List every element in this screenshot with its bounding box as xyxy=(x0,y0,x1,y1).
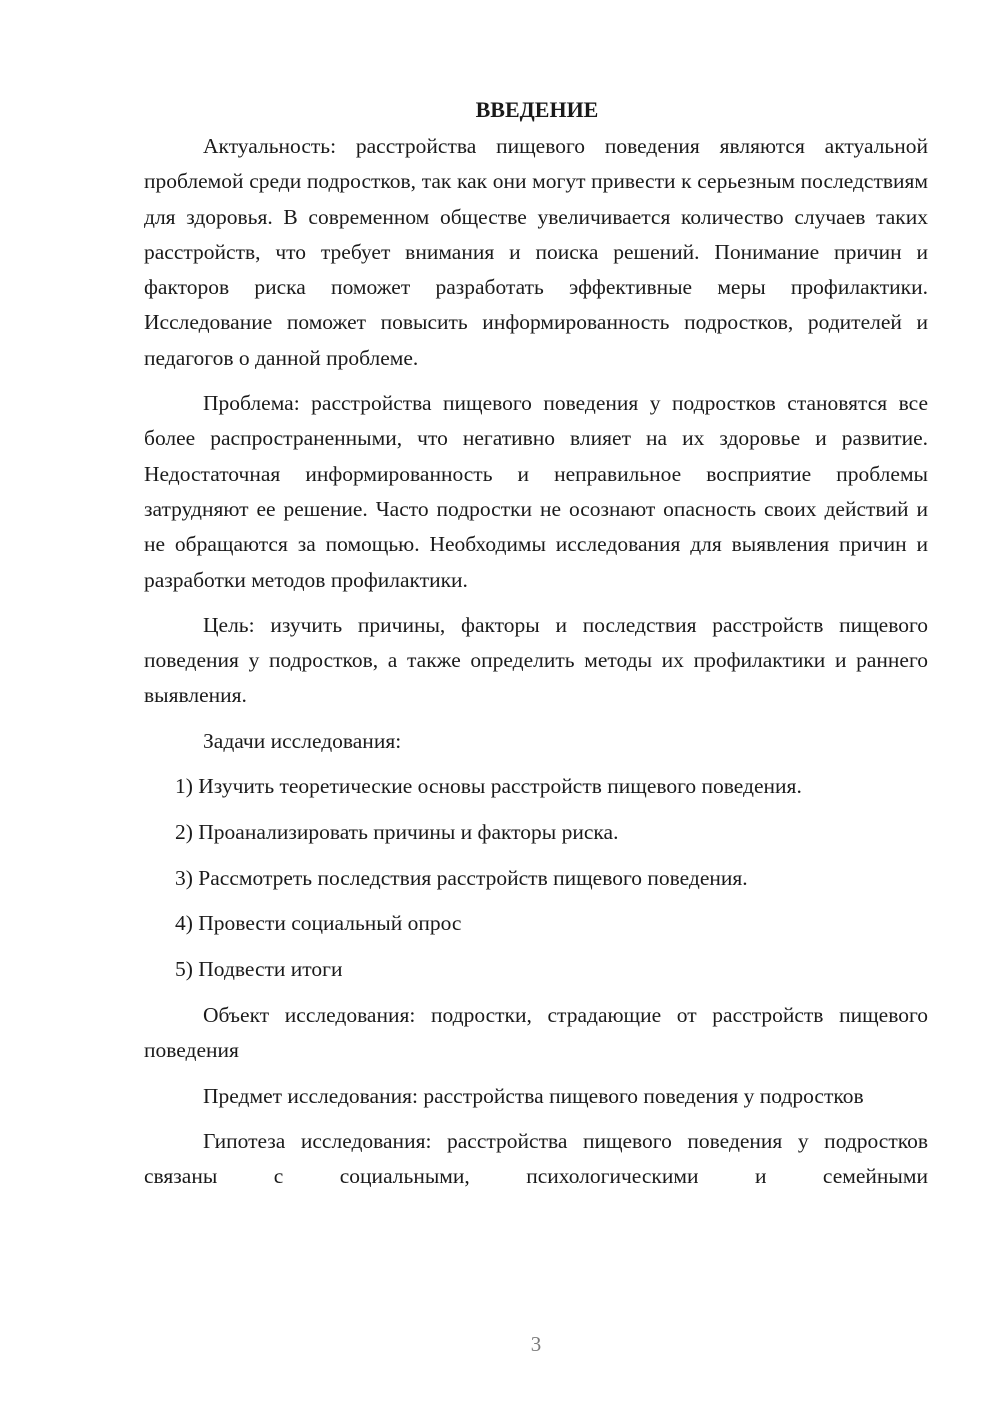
list-item: 3) Рассмотреть последствия расстройств пищевого поведения. xyxy=(175,865,748,890)
list-item: 2) Проанализировать причины и факторы риска. xyxy=(175,819,619,844)
paragraph-subject: Предмет исследования: расстройства пищевого поведения у подростков xyxy=(203,1083,864,1108)
tasks-list xyxy=(144,769,928,987)
page-number: 3 xyxy=(530,1332,542,1356)
list-item: 4) Провести социальный опрос xyxy=(175,911,462,936)
list-item: 1) Изучить теоретические основы расстройств пищевого поведения. xyxy=(175,774,802,799)
paragraph-object: Объект исследования: подростки, страдающие от расстройств пищевого поведения xyxy=(144,1003,928,1063)
paragraph-hypothesis: Гипотеза исследования: расстройства пищевого поведения у подростков связаны с социальными, психологическими и семейными xyxy=(144,1128,928,1189)
page-title: ВВЕДЕНИЕ xyxy=(475,97,599,122)
paragraph-goal: Цель: изучить причины, факторы и последствия расстройств пищевого поведения у подростков, а также определить методы их профилактики и раннего выявления. xyxy=(144,612,928,708)
list-item: 5) Подвести итоги xyxy=(175,957,343,982)
tasks-heading: Задачи исследования: xyxy=(203,728,402,753)
paragraph-problem: Проблема: расстройства пищевого поведения у подростков становятся все более распространенными, что негативно влияет на их здоровье и развитие. Недостаточная информированность и неправильное восприятие проблемы затрудняют ее решение. Часто подростки не осознают опасность своих действий и не обращаются за помощью. Необходимы исследования для выявления причин и разработки методов профилактики. xyxy=(144,391,928,592)
document-page xyxy=(144,95,928,1195)
paragraph-relevance: Актуальность: расстройства пищевого поведения являются актуальной проблемой среди подростков, так как они могут привести к серьезным последствиям для здоровья. В современном обществе увеличивается количество случаев таких расстройств, что требует внимания и поиска решений. Понимание причин и факторов риска поможет разработать эффективные меры профилактики. Исследование поможет повысить информированность подростков, родителей и педагогов о данной проблеме. xyxy=(144,134,928,370)
